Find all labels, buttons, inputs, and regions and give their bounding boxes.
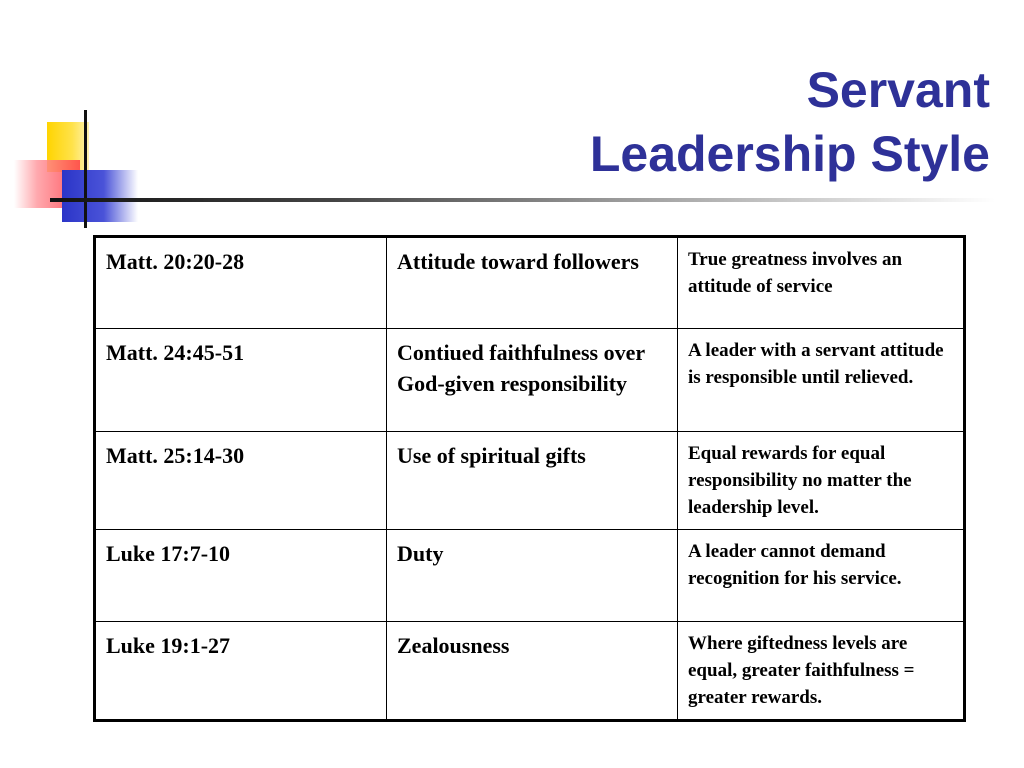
- lesson-cell: True greatness involves an attitude of service: [678, 237, 965, 329]
- title-line-2: Leadership Style: [589, 126, 990, 182]
- topic-cell: Attitude toward followers: [387, 237, 678, 329]
- lesson-cell: Where giftedness levels are equal, greater faithfulness = greater rewards.: [678, 622, 965, 721]
- lesson-cell: Equal rewards for equal responsibility no matter the leadership level.: [678, 432, 965, 530]
- topic-cell: Use of spiritual gifts: [387, 432, 678, 530]
- reference-cell: Matt. 20:20-28: [95, 237, 387, 329]
- lesson-cell: A leader with a servant attitude is responsible until relieved.: [678, 329, 965, 432]
- reference-cell: Luke 17:7-10: [95, 530, 387, 622]
- topic-cell: Contiued faithfulness over God-given responsibility: [387, 329, 678, 432]
- title-underline-rule: [50, 198, 995, 202]
- title-line-1: Servant: [806, 62, 990, 118]
- topic-cell: Duty: [387, 530, 678, 622]
- blue-square-decoration: [62, 170, 138, 222]
- table-row: [95, 329, 965, 432]
- table-row: [95, 622, 965, 721]
- reference-cell: Luke 19:1-27: [95, 622, 387, 721]
- slide-title: [590, 58, 990, 186]
- topic-cell: Zealousness: [387, 622, 678, 721]
- scripture-table: [93, 235, 966, 722]
- table-row: [95, 530, 965, 622]
- reference-cell: Matt. 24:45-51: [95, 329, 387, 432]
- reference-cell: Matt. 25:14-30: [95, 432, 387, 530]
- table-row: [95, 432, 965, 530]
- vertical-rule-decoration: [84, 110, 87, 228]
- table-row: [95, 237, 965, 329]
- lesson-cell: A leader cannot demand recognition for his service.: [678, 530, 965, 622]
